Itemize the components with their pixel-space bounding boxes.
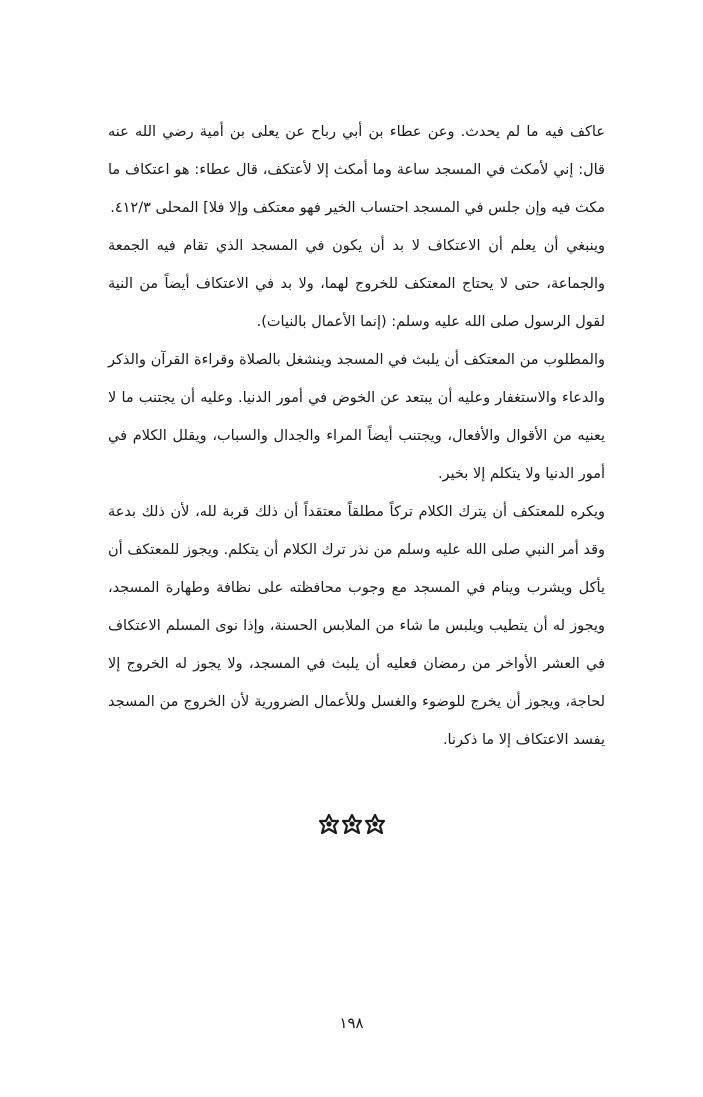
- paragraph-1: عاكف فيه ما لم يحدث. وعن عطاء بن أبي رباح عن يعلى بن أمية رضي الله عنه قال: إني لأمكث في المسجد ساعة وما أمكث إلا لأعتكف، قال عطاء: هو اعتكاف ما مكث فيه وإن جلس في المسجد احتساب الخير فهو معتكف وإلا فلا] المحلى ٤١٢/٣.: [108, 124, 605, 216]
- three-flower-ornament-icon: [318, 813, 386, 835]
- paragraph-3: والمطلوب من المعتكف أن يلبث في المسجد وينشغل بالصلاة وقراءة القرآن والذكر والدعاء والاستغفار وعليه أن يبتعد عن الخوض في أمور الدنيا. وعليه أن يجتنب ما لا يعنيه من الأقوال والأفعال، ويجتنب أيضاً المراء والجدال والسباب، ويقلل الكلام في أمور الدنيا ولا يتكلم إلا بخير.: [108, 352, 605, 482]
- section-end-ornament: [0, 813, 703, 835]
- paragraph-2: وينبغي أن يعلم أن الاعتكاف لا بد أن يكون في المسجد الذي تقام فيه الجمعة والجماعة، حتى لا يحتاج المعتكف للخروج لهما، ولا بد في الاعتكاف أيضاً من النية لقول الرسول صلى الله عليه وسلم: (إنما الأعمال بالنيات).: [108, 238, 605, 330]
- page-number: ١٩٨: [339, 1014, 364, 1032]
- body-text: [108, 113, 605, 759]
- paragraph-4: ويكره للمعتكف أن يترك الكلام تركاً مطلقاً معتقداً أن ذلك قربة لله، لأن ذلك بدعة وقد أمر النبي صلى الله عليه وسلم من نذر ترك الكلام أن يتكلم. ويجوز للمعتكف أن يأكل ويشرب وينام في المسجد مع وجوب محافظته على نظافة وطهارة المسجد، ويجوز له أن يتطيب ويلبس ما شاء من الملابس الحسنة، وإذا نوى المسلم الاعتكاف في العشر الأواخر من رمضان فعليه أن يلبث في المسجد، ولا يجوز له الخروج إلا لحاجة، ويجوز أن يخرج للوضوء والغسل وللأعمال الضرورية لأن الخروج من المسجد يفسد الاعتكاف إلا ما ذكرنا.: [108, 504, 605, 748]
